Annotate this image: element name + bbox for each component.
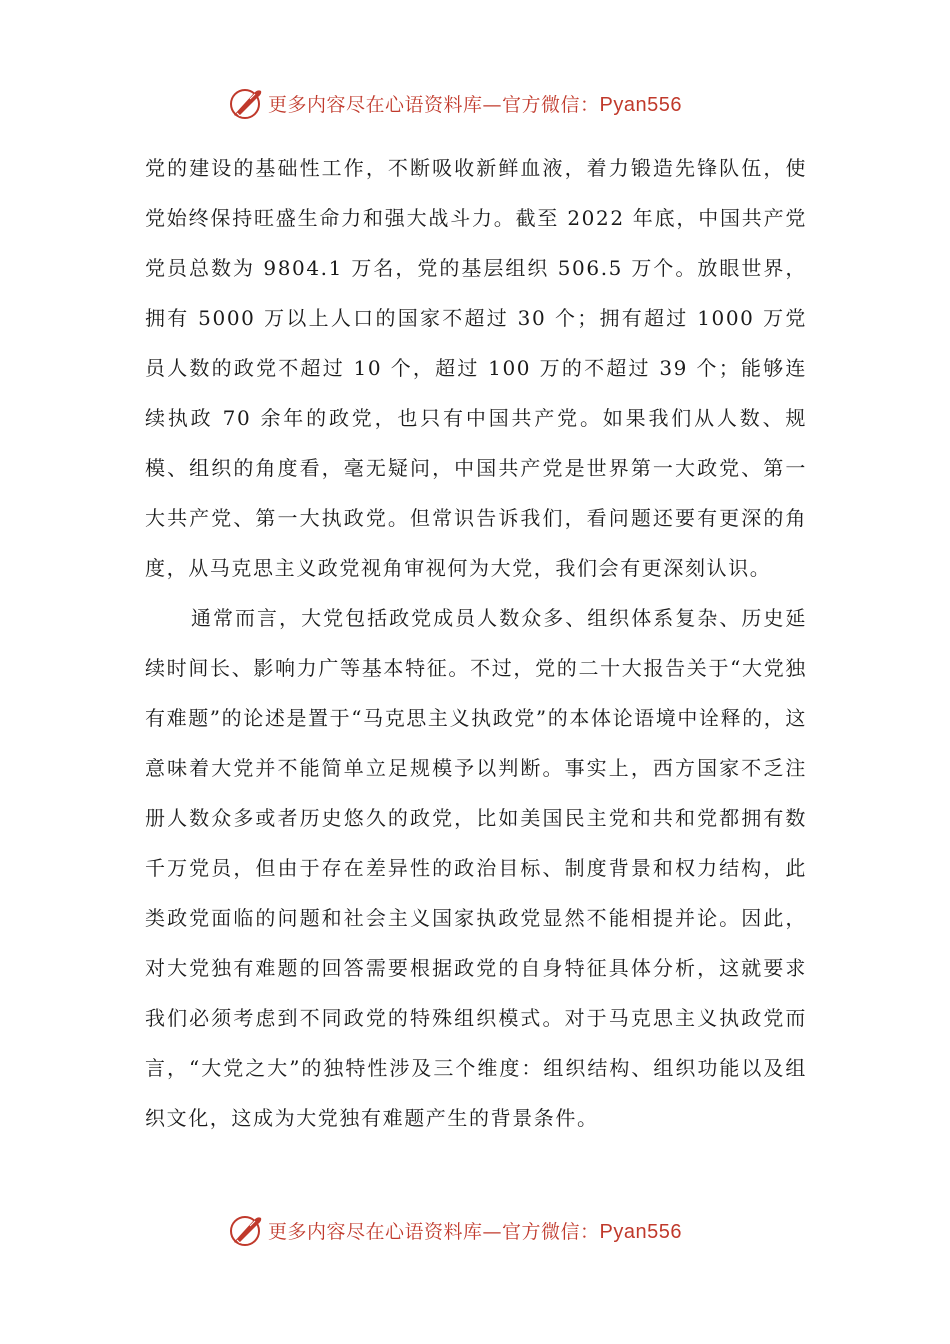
footer-banner-wechat-label: 官方微信： [502, 1220, 600, 1243]
footer-banner-text [268, 1217, 682, 1244]
pen-quill-logo-icon [228, 1212, 264, 1248]
footer-banner-wechat-id: Pyan556 [599, 1220, 682, 1243]
paragraph-1: 党的建设的基础性工作，不断吸收新鲜血液，着力锻造先锋队伍，使党始终保持旺盛生命力和强大战斗力。截至 2022 年底，中国共产党党员总数为 9804.1 万名，党的基层组织 506.5 万个。放眼世界，拥有 5000 万以上人口的国家不超过 30 个；拥有超过 1000 万党员人数的政党不超过 10 个，超过 100 万的不超过 39 个；能够连续执政 70 余年的政党，也只有中国共产党。如果我们从人数、规模、组织的角度看，毫无疑问，中国共产党是世界第一大政党、第一大共产党、第一大执政党。但常识告诉我们，看问题还要有更深的角度，从马克思主义政党视角审视何为大党，我们会有更深刻认识。 [145, 156, 807, 580]
header-banner-dash: — [482, 93, 503, 116]
header-banner-main: 更多内容尽在心语资料库 [268, 93, 483, 116]
footer-banner-dash: — [482, 1220, 503, 1243]
header-banner [228, 83, 682, 123]
document-body [145, 143, 807, 1143]
pen-quill-logo-icon [228, 85, 264, 121]
header-banner-wechat-id: Pyan556 [599, 93, 682, 116]
header-banner-text [268, 90, 682, 117]
footer-banner-main: 更多内容尽在心语资料库 [268, 1220, 483, 1243]
header-banner-wechat-label: 官方微信： [502, 93, 600, 116]
paragraph-2: 通常而言，大党包括政党成员人数众多、组织体系复杂、历史延续时间长、影响力广等基本特征。不过，党的二十大报告关于“大党独有难题”的论述是置于“马克思主义执政党”的本体论语境中诠释的，这意味着大党并不能简单立足规模予以判断。事实上，西方国家不乏注册人数众多或者历史悠久的政党，比如美国民主党和共和党都拥有数千万党员，但由于存在差异性的政治目标、制度背景和权力结构，此类政党面临的问题和社会主义国家执政党显然不能相提并论。因此，对大党独有难题的回答需要根据政党的自身特征具体分析，这就要求我们必须考虑到不同政党的特殊组织模式。对于马克思主义执政党而言，“大党之大”的独特性涉及三个维度：组织结构、组织功能以及组织文化，这成为大党独有难题产生的背景条件。 [145, 606, 807, 1130]
footer-banner [228, 1210, 682, 1250]
